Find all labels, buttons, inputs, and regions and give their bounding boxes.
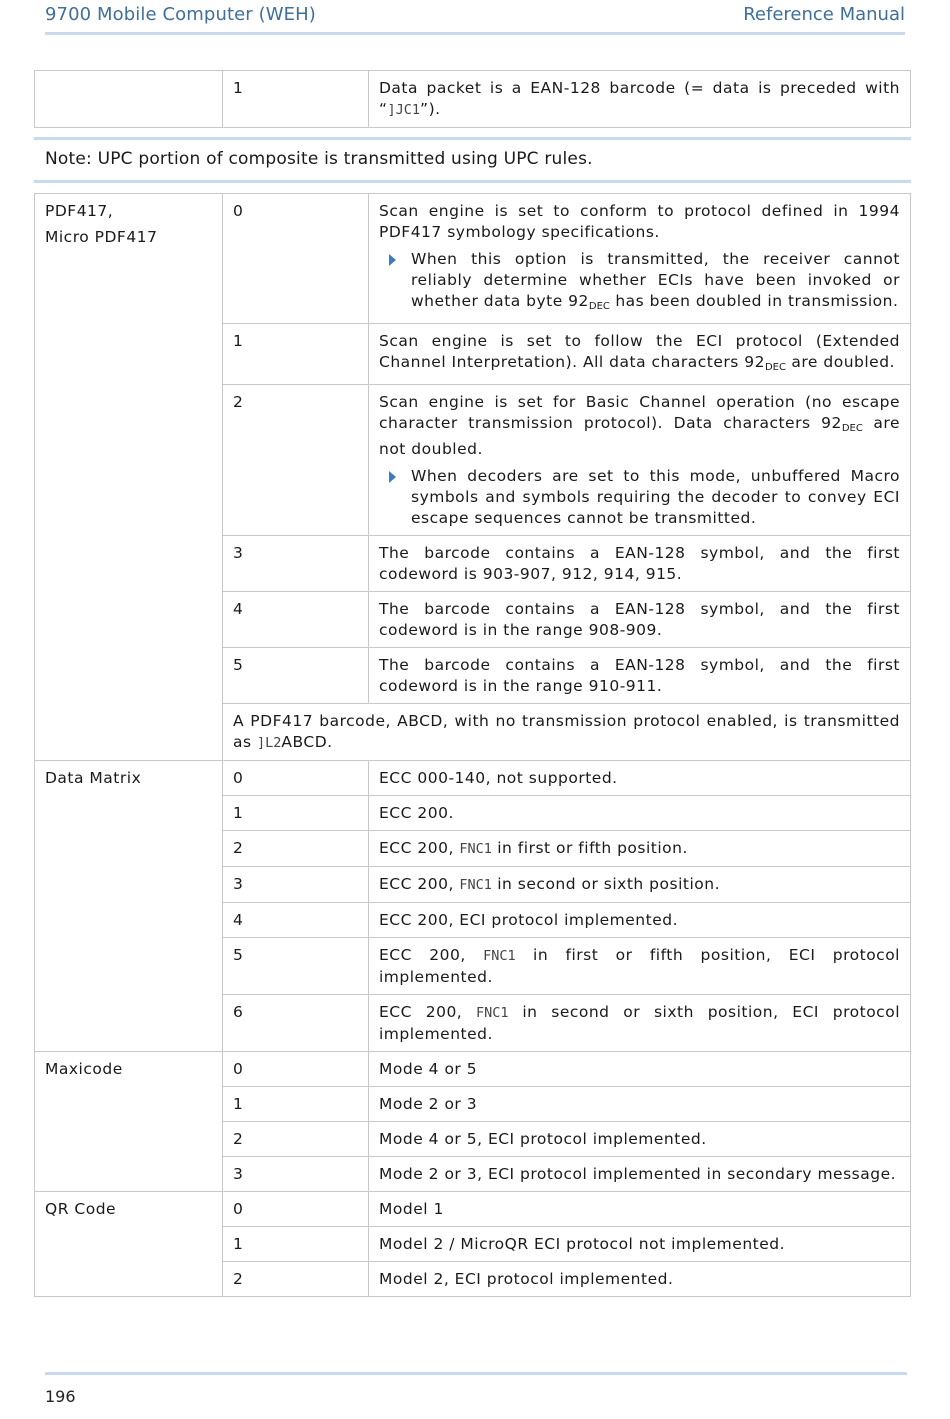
- value-cell: 4: [223, 592, 369, 648]
- continuation-table: [34, 70, 911, 128]
- description-cell: The barcode contains a EAN-128 symbol, and the first codeword is in the range 908-909.: [369, 592, 911, 648]
- value-cell: 0: [223, 194, 369, 324]
- symbology-name-qrcode: QR Code: [35, 1192, 223, 1297]
- description-cell: Scan engine is set for Basic Channel operation (no escape character transmission protocol). Data characters $92_{DEC}$ are not doubled. When decoders are set to this mode, unbuffered Macro symbols and symbols requiring the decoder to convey ECI escape sequences cannot be transmitted.: [369, 385, 911, 536]
- value-cell: 3: [223, 1157, 369, 1192]
- value-cell: 2: [223, 1262, 369, 1297]
- description-cell: Data packet is a EAN-128 barcode (= data is preceded with “]JC1”).: [369, 71, 911, 128]
- description-cell: Scan engine is set to conform to protocol defined in 1994 PDF417 symbology specifications. When this option is transmitted, the receiver cannot reliably determine whether ECIs have been invoked or whether data byte $92_{DEC}$ has been doubled in transmission.: [369, 194, 911, 324]
- value-cell: 4: [223, 903, 369, 938]
- description-cell: Mode 2 or 3, ECI protocol implemented in secondary message.: [369, 1157, 911, 1192]
- description-cell: Mode 2 or 3: [369, 1087, 911, 1122]
- note-bullet: When decoders are set to this mode, unbuffered Macro symbols and symbols requiring the decoder to convey ECI escape sequences cannot be transmitted.: [379, 466, 900, 529]
- value-cell: 3: [223, 536, 369, 592]
- value-cell: 1: [223, 324, 369, 385]
- value-cell: 1: [223, 796, 369, 831]
- table-row: [35, 1192, 911, 1227]
- note-bullet: When this option is transmitted, the receiver cannot reliably determine whether ECIs have been invoked or whether data byte $92_{DEC}$ has been doubled in transmission.: [379, 249, 900, 317]
- note-box: [34, 137, 911, 183]
- description-cell: ECC 200, FNC1 in second or sixth position.: [369, 867, 911, 903]
- value-cell: 1: [223, 1087, 369, 1122]
- value-cell: 1: [223, 71, 369, 128]
- description-cell: The barcode contains a EAN-128 symbol, and the first codeword is in the range 910-911.: [369, 648, 911, 704]
- page-header: [45, 2, 905, 32]
- symbology-name-maxicode: Maxicode: [35, 1052, 223, 1192]
- value-cell: 2: [223, 831, 369, 867]
- symbology-name-pdf417: PDF417, Micro PDF417: [35, 194, 223, 761]
- description-cell: Scan engine is set to follow the ECI protocol (Extended Channel Interpretation). All data characters $92_{DEC}$ are doubled.: [369, 324, 911, 385]
- symbology-cell: [35, 71, 223, 128]
- table-row: [35, 761, 911, 796]
- value-cell: 0: [223, 761, 369, 796]
- table-row: [35, 71, 911, 128]
- value-cell: 2: [223, 385, 369, 536]
- value-cell: 2: [223, 1122, 369, 1157]
- value-cell: 1: [223, 1227, 369, 1262]
- manual-title: Reference Manual: [743, 4, 905, 25]
- value-cell: 5: [223, 938, 369, 995]
- value-cell: 0: [223, 1052, 369, 1087]
- table-row: [35, 194, 911, 324]
- description-cell: Model 2 / MicroQR ECI protocol not implemented.: [369, 1227, 911, 1262]
- symbology-table: [34, 193, 911, 1297]
- value-cell: 0: [223, 1192, 369, 1227]
- description-cell: ECC 000-140, not supported.: [369, 761, 911, 796]
- value-cell: 3: [223, 867, 369, 903]
- description-cell: ECC 200.: [369, 796, 911, 831]
- triangle-bullet-icon: [389, 254, 396, 266]
- value-cell: 6: [223, 995, 369, 1052]
- description-cell: Mode 4 or 5, ECI protocol implemented.: [369, 1122, 911, 1157]
- description-cell: Model 1: [369, 1192, 911, 1227]
- description-cell: The barcode contains a EAN-128 symbol, and the first codeword is 903-907, 912, 914, 915.: [369, 536, 911, 592]
- description-cell: ECC 200, FNC1 in first or fifth position, ECI protocol implemented.: [369, 938, 911, 995]
- triangle-bullet-icon: [389, 471, 396, 483]
- value-cell: 5: [223, 648, 369, 704]
- document-title: 9700 Mobile Computer (WEH): [45, 4, 316, 25]
- description-cell: Model 2, ECI protocol implemented.: [369, 1262, 911, 1297]
- symbology-name-datamatrix: Data Matrix: [35, 761, 223, 1052]
- description-cell: ECC 200, ECI protocol implemented.: [369, 903, 911, 938]
- note-text: Note: UPC portion of composite is transmitted using UPC rules.: [45, 149, 593, 169]
- description-cell: Mode 4 or 5: [369, 1052, 911, 1087]
- description-cell: ECC 200, FNC1 in first or fifth position.: [369, 831, 911, 867]
- footer-rule: [45, 1372, 907, 1375]
- page-footer: [45, 1372, 907, 1406]
- summary-cell: A PDF417 barcode, ABCD, with no transmission protocol enabled, is transmitted as ]L2ABCD.: [223, 704, 911, 761]
- page-number: 196: [45, 1387, 76, 1406]
- table-row: [35, 1052, 911, 1087]
- description-cell: ECC 200, FNC1 in second or sixth position, ECI protocol implemented.: [369, 995, 911, 1052]
- header-rule: [45, 32, 905, 35]
